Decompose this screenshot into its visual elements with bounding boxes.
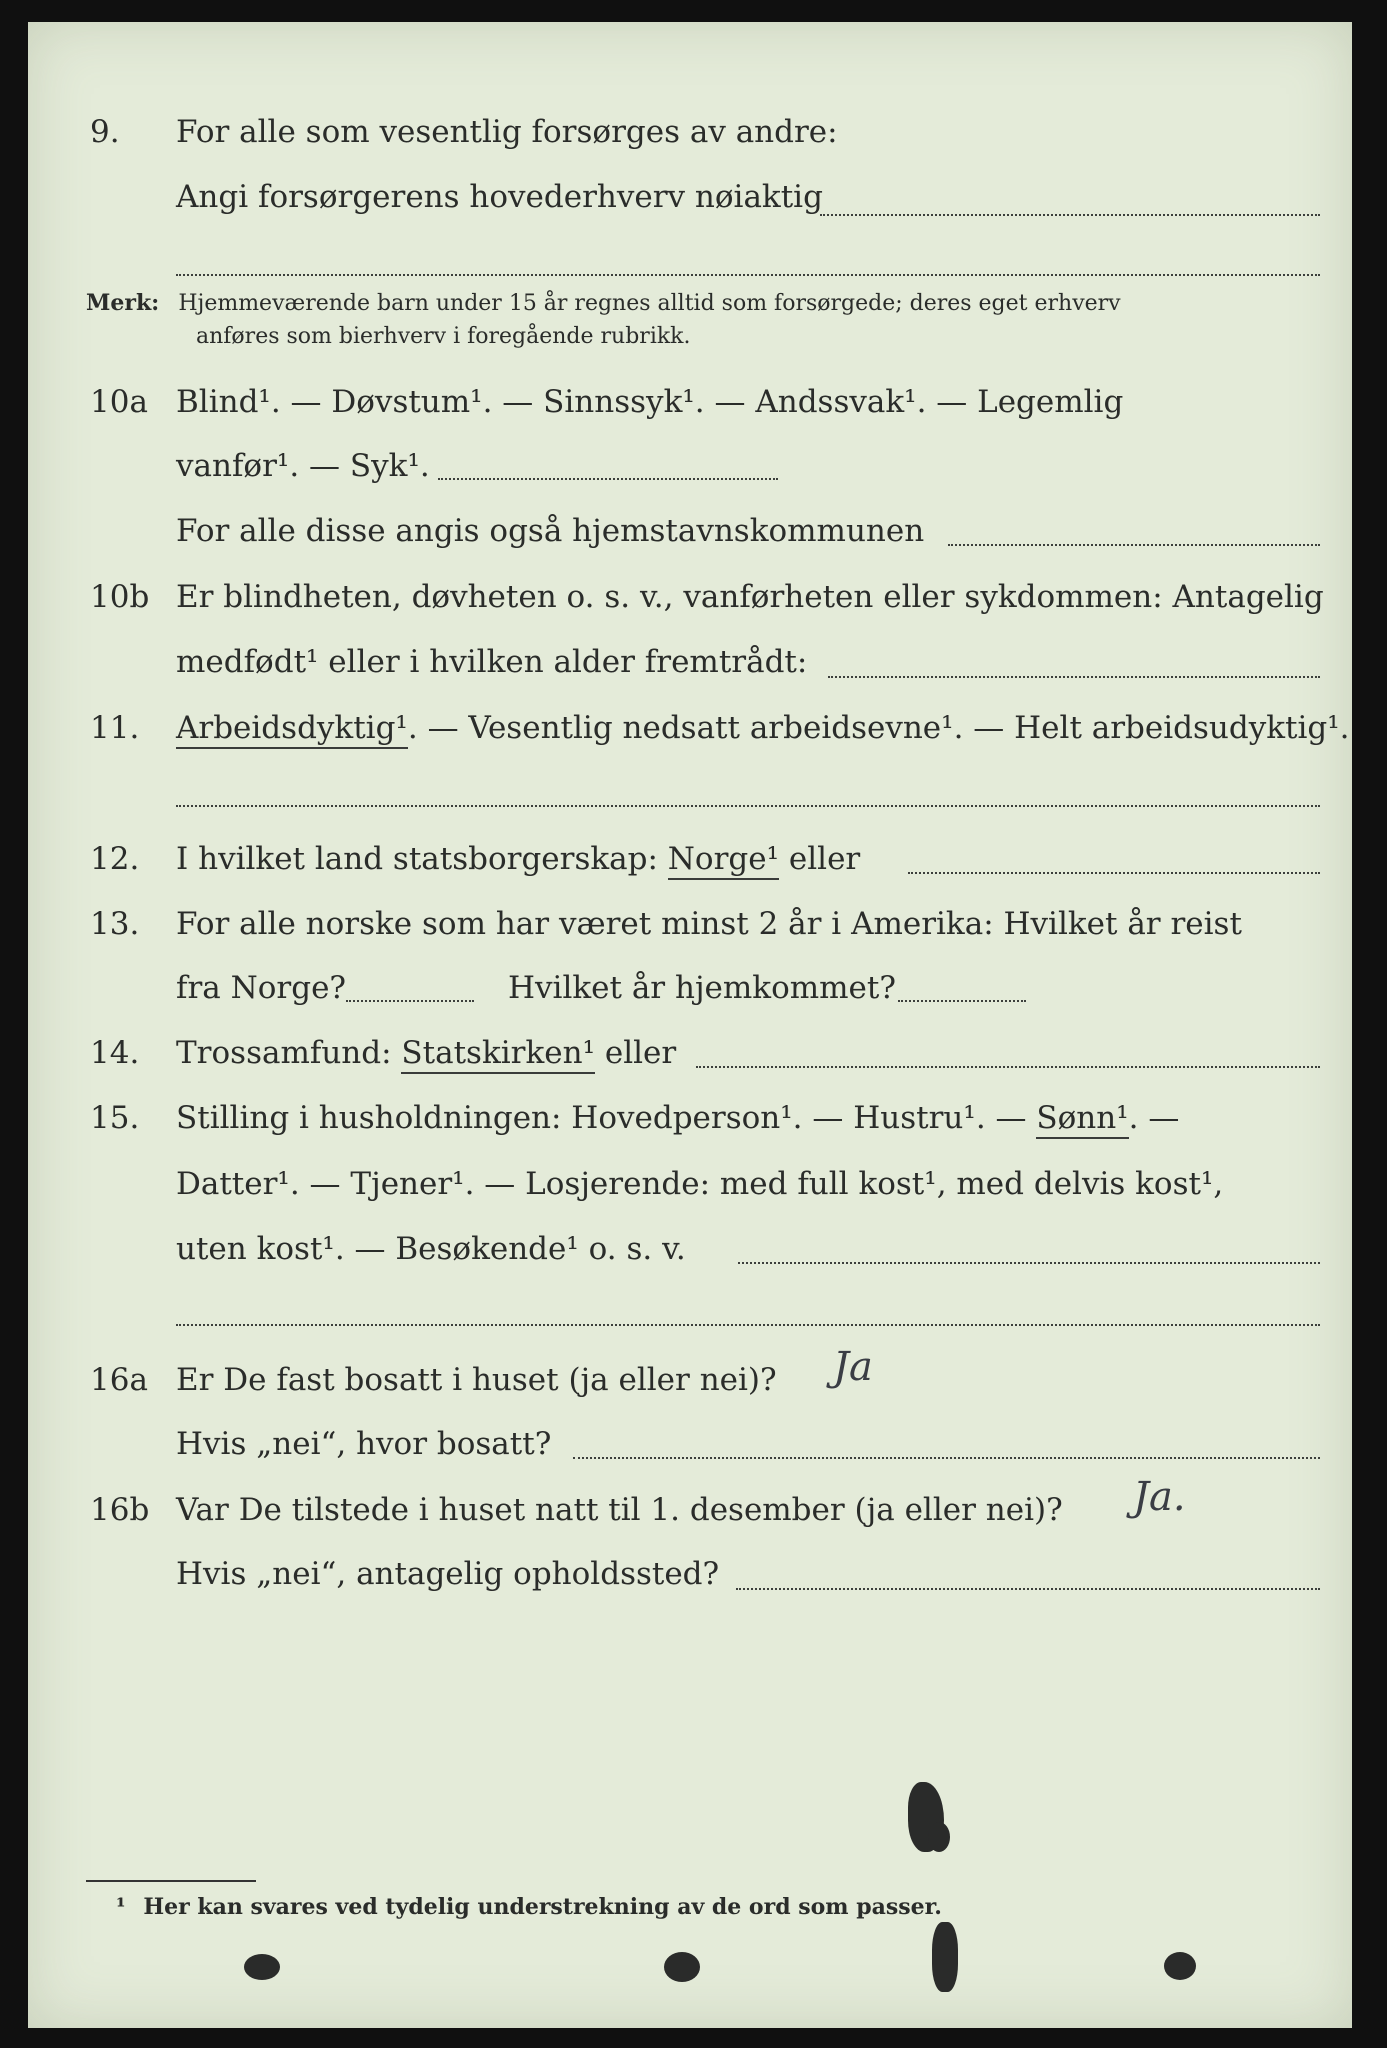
question-9 xyxy=(28,110,1352,154)
question-12 xyxy=(28,837,1352,881)
answer-line xyxy=(176,1324,1320,1326)
answer-line xyxy=(908,872,1320,874)
question-10a-line-2 xyxy=(28,444,1352,488)
question-text: For alle som vesentlig forsørges av andre: xyxy=(176,114,838,150)
answer-line xyxy=(738,1262,1320,1264)
question-text: Er blindheten, døvheten o. s. v., vanførheten eller sykdommen: Antagelig xyxy=(176,579,1324,615)
question-number: 16a xyxy=(90,1362,148,1398)
answer-line xyxy=(820,214,1320,216)
note-text: Hjemmeværende barn under 15 år regnes alltid som forsørgede; deres eget erhverv xyxy=(178,291,1121,316)
ink-blot xyxy=(1164,1952,1196,1980)
underlined-answer: Sønn¹ xyxy=(1036,1100,1128,1139)
question-number: 16b xyxy=(90,1492,150,1528)
question-number: 10b xyxy=(90,579,150,615)
question-text: For alle norske som har været minst 2 år i Amerika: Hvilket år reist xyxy=(176,906,1242,942)
question-11 xyxy=(28,706,1352,750)
question-16a-line-2 xyxy=(28,1422,1352,1466)
question-9-line-2 xyxy=(28,175,1352,219)
question-text-pre: Stilling i husholdningen: Hovedperson¹. — Hustru¹. — xyxy=(176,1100,1027,1136)
question-text: vanfør¹. — Syk¹. xyxy=(176,448,430,484)
question-15-line-2 xyxy=(28,1162,1352,1206)
footnote xyxy=(116,1894,942,1920)
answer-line xyxy=(696,1066,1320,1068)
question-13 xyxy=(28,902,1352,946)
answer-line xyxy=(828,676,1320,678)
answer-line xyxy=(573,1457,1320,1459)
question-text: Datter¹. — Tjener¹. — Losjerende: med full kost¹, med delvis kost¹, xyxy=(176,1166,1224,1202)
note-line-2 xyxy=(196,320,691,354)
question-text: Blind¹. — Døvstum¹. — Sinnssyk¹. — Andssvak¹. — Legemlig xyxy=(176,384,1124,420)
question-text xyxy=(176,1031,676,1075)
question-10b xyxy=(28,575,1352,619)
question-number: 10a xyxy=(90,384,148,420)
answer-line xyxy=(736,1588,1320,1590)
question-text: fra Norge? xyxy=(176,970,347,1006)
question-text-rest: . — Vesentlig nedsatt arbeidsevne¹. — Helt arbeidsudyktig¹. xyxy=(407,710,1350,746)
answer-line xyxy=(176,274,1320,276)
ink-stain xyxy=(928,1822,950,1852)
question-number: 14. xyxy=(90,1035,140,1071)
question-14 xyxy=(28,1031,1352,1075)
question-text: Hvis „nei“, antagelig opholdssted? xyxy=(176,1556,720,1592)
underlined-answer: Arbeidsdyktig¹ xyxy=(176,710,408,749)
answer-line xyxy=(948,544,1320,546)
question-number: 9. xyxy=(90,114,120,150)
question-15 xyxy=(28,1096,1352,1140)
note-line-1 xyxy=(86,286,1121,321)
footnote-mark: ¹ xyxy=(116,1894,126,1920)
note-label: Merk: xyxy=(86,290,160,316)
question-number: 12. xyxy=(90,841,140,877)
answer-line xyxy=(898,1000,1026,1002)
question-text: medfødt¹ eller i hvilken alder fremtrådt: xyxy=(176,644,808,680)
ink-blot xyxy=(244,1954,280,1980)
footnote-text: Her kan svares ved tydelig understrekning av de ord som passer. xyxy=(143,1894,942,1920)
question-15-line-3 xyxy=(28,1227,1352,1271)
question-text: Hvilket år hjemkommet? xyxy=(508,970,896,1006)
question-number: 13. xyxy=(90,906,140,942)
question-text-pre: Trossamfund: xyxy=(176,1035,392,1071)
question-16a xyxy=(28,1358,1352,1402)
answer-line xyxy=(438,478,778,480)
question-text xyxy=(176,706,1350,750)
question-text xyxy=(176,1096,1179,1140)
census-form-page xyxy=(28,22,1352,2028)
question-text-post: . — xyxy=(1128,1100,1180,1136)
underlined-answer: Statskirken¹ xyxy=(401,1035,595,1074)
question-10a-line-3 xyxy=(28,509,1352,553)
question-text: Var De tilstede i huset natt til 1. desember (ja eller nei)? xyxy=(176,1492,1063,1528)
ink-stain xyxy=(932,1922,958,1992)
question-13-line-2 xyxy=(28,966,1352,1010)
note-text: anføres som bierhverv i foregående rubrikk. xyxy=(196,324,691,349)
question-text-post: eller xyxy=(788,841,861,877)
question-text xyxy=(176,837,860,881)
question-number: 15. xyxy=(90,1100,140,1136)
answer-line xyxy=(176,805,1320,807)
question-text: Hvis „nei“, hvor bosatt? xyxy=(176,1426,552,1462)
handwritten-answer: Ja. xyxy=(1133,1474,1186,1520)
question-text: Angi forsørgerens hovederhverv nøiaktig xyxy=(176,179,823,215)
question-text: For alle disse angis også hjemstavnskommunen xyxy=(176,513,925,549)
question-text: uten kost¹. — Besøkende¹ o. s. v. xyxy=(176,1231,686,1267)
question-text-post: eller xyxy=(604,1035,677,1071)
underlined-answer: Norge¹ xyxy=(668,841,779,880)
question-number: 11. xyxy=(90,710,140,746)
question-text-pre: I hvilket land statsborgerskap: xyxy=(176,841,658,877)
footnote-rule xyxy=(86,1880,256,1882)
ink-blot xyxy=(664,1952,700,1982)
question-text: Er De fast bosatt i huset (ja eller nei)? xyxy=(176,1362,777,1398)
handwritten-answer: Ja xyxy=(833,1344,873,1390)
question-10a xyxy=(28,380,1352,424)
answer-line xyxy=(346,1000,474,1002)
